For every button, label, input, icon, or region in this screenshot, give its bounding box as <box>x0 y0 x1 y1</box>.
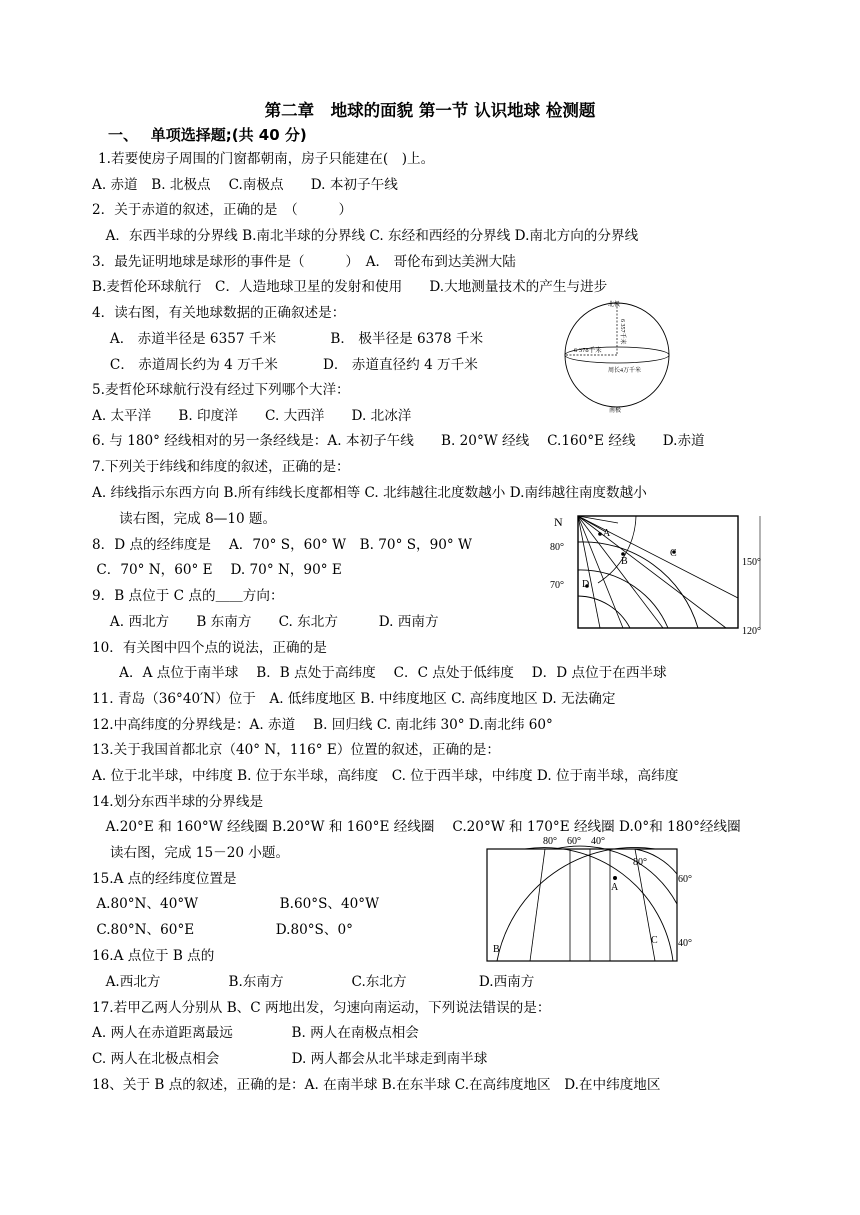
point-a-label: A <box>611 882 619 893</box>
question-line: 4．读右图，有关地球数据的正确叙述是： <box>92 305 346 321</box>
circumference-label: 周长4万千米 <box>608 368 642 374</box>
question-line: A.20°E 和 160°W 经线圈 B.20°W 和 160°E 经线圈 C.20°W 和 170°E 经线圈 D.0°和 180°经线圈 <box>92 819 741 835</box>
question-line: A. 纬线指示东西方向 B.所有纬线长度都相等 C. 北纬越往北度数越小 D.南纬越往南度数越小 <box>92 485 647 501</box>
earth-diagram <box>560 297 675 415</box>
lat-70-label: 70° <box>550 580 564 591</box>
point-c-label: C <box>670 548 677 559</box>
page-title: 第二章 地球的面貌 第一节 认识地球 检测题 <box>264 101 596 120</box>
question-line: 14.划分东西半球的分界线是 <box>92 794 264 810</box>
question-line: A.80°N、40°W B.60°S、40°W <box>92 896 380 912</box>
question-line: 17.若甲乙两人分别从 B、C 两地出发，匀速向南运动，下列说法错误的是： <box>92 1000 551 1016</box>
question-line: A．A 点位于南半球 B．B 点处于高纬度 C．C 点处于低纬度 D．D 点位于在西半球 <box>92 665 667 681</box>
question-line: 3．最先证明地球是球形的事件是（ ） A． 哥伦布到达美洲大陆 <box>92 254 516 270</box>
top-40-label: 40° <box>591 836 605 847</box>
point-a-label: A <box>603 528 611 539</box>
question-line: 15.A 点的经纬度位置是 <box>92 871 237 887</box>
south-pole-label: 南极 <box>609 408 622 414</box>
point-d-label: D <box>582 579 590 590</box>
question-line: A. 位于北半球，中纬度 B. 位于东半球，高纬度 C. 位于西半球，中纬度 D. 位于南半球，高纬度 <box>92 768 679 784</box>
lon-150-label: 150° <box>742 557 761 568</box>
question-line: A.西北方 B.东南方 C.东北方 D.西南方 <box>92 974 535 990</box>
question-line: 7.下列关于纬线和纬度的叙述，正确的是： <box>92 459 350 475</box>
question-line: 1.若要使房子周围的门窗都朝南，房子只能建在( )上。 <box>98 151 435 167</box>
question-line: C. 两人在北极点相会 D. 两人都会从北半球走到南半球 <box>92 1051 488 1067</box>
question-line: C． 赤道周长约为 4 万千米 D． 赤道直径约 4 万千米 <box>92 357 478 373</box>
equatorial-radius-label: 6 378千米 <box>574 347 602 354</box>
question-line: C．70° N，60° E D. 70° N，90° E <box>92 562 342 578</box>
question-line: 9．B 点位于 C 点的＿＿方向： <box>92 588 284 604</box>
question-line: 读右图，完成 8—10 题。 <box>92 511 277 527</box>
lon-120-label: 120° <box>742 626 761 637</box>
question-line: B.麦哲伦环球航行 C．人造地球卫星的发射和使用 D.大地测量技术的产生与进步 <box>92 279 608 295</box>
question-line: 6. 与 180° 经线相对的另一条经线是：A. 本初子午线 B. 20°W 经线 C.160°E 经线 D.赤道 <box>92 433 705 449</box>
lat-80-label: 80° <box>550 542 564 553</box>
top-80-label: 80° <box>543 836 557 847</box>
right-40-label: 40° <box>678 938 692 949</box>
question-line: 13.关于我国首都北京（40° N，116° E）位置的叙述，正确的是： <box>92 742 500 758</box>
question-line: 5.麦哲伦环球航行没有经过下列哪个大洋： <box>92 382 350 398</box>
point-c-label: C <box>651 935 658 946</box>
question-line: C.80°N、60°E D.80°S、0° <box>92 922 353 938</box>
question-line: 12.中高纬度的分界线是：A. 赤道 B. 回归线 C. 南北纬 30° D.南北纬 60° <box>92 717 553 733</box>
question-line: A．东西半球的分界线 B.南北半球的分界线 C. 东经和西经的分界线 D.南北方向的分界线 <box>92 228 639 244</box>
question-line: 10．有关图中四个点的说法，正确的是 <box>92 640 327 656</box>
section-heading: 一、 单项选择题;(共 40 分) <box>108 126 307 144</box>
point-b-label: B <box>621 556 628 567</box>
latitude-longitude-map-2 <box>485 834 710 964</box>
question-line: A. 西北方 B 东南方 C. 东北方 D. 西南方 <box>92 614 439 630</box>
inner-80-label: 80° <box>633 857 647 868</box>
question-line: A． 赤道半径是 6357 千米 B． 极半径是 6378 千米 <box>92 331 484 347</box>
question-line: A. 赤道 B. 北极点 C.南极点 D. 本初子午线 <box>92 177 398 193</box>
top-60-label: 60° <box>567 836 581 847</box>
question-line: 读右图，完成 15－20 小题。 <box>92 845 290 861</box>
north-pole-label: 北极 <box>608 302 621 308</box>
point-b-label: B <box>493 944 500 955</box>
question-line: 2．关于赤道的叙述，正确的是 （ ） <box>92 202 353 218</box>
question-line: 18、关于 B 点的叙述，正确的是：A. 在南半球 B.在东半球 C.在高纬度地区 D.在中纬度地区 <box>92 1077 661 1093</box>
north-label: N <box>554 515 563 529</box>
question-line: 11. 青岛（36°40′N）位于 A. 低纬度地区 B. 中纬度地区 C. 高纬度地区 D. 无法确定 <box>92 691 616 707</box>
polar-radius-label: 6 357千米 <box>619 319 625 345</box>
right-60-label: 60° <box>678 874 692 885</box>
question-line: 16.A 点位于 B 点的 <box>92 948 215 964</box>
question-line: A. 太平洋 B. 印度洋 C. 大西洋 D. 北冰洋 <box>92 408 412 424</box>
latitude-longitude-map-1 <box>548 508 778 646</box>
question-line: A. 两人在赤道距离最远 B. 两人在南极点相会 <box>92 1025 419 1041</box>
question-line: 8．D 点的经纬度是 A．70° S，60° W B. 70° S，90° W <box>92 537 472 553</box>
